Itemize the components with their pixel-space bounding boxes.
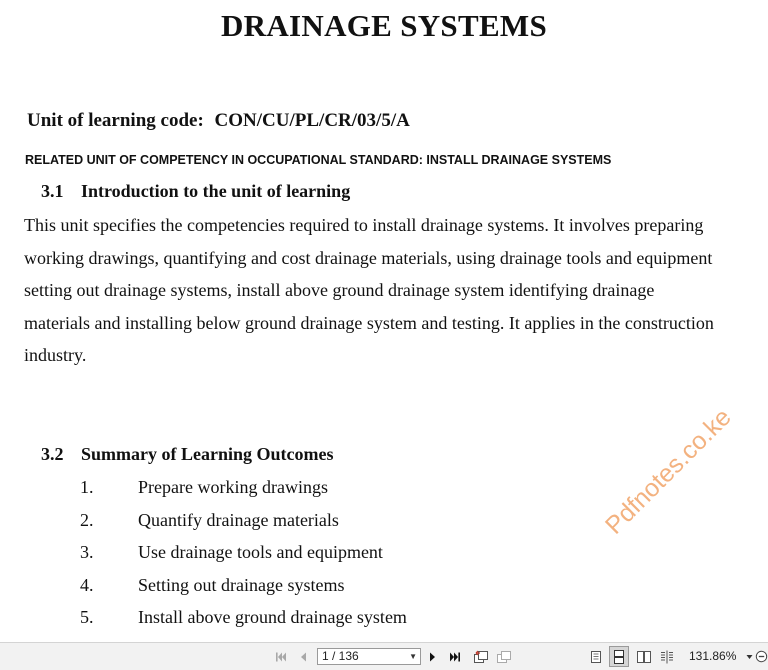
- watermark: Pdfnotes.co.ke: [600, 403, 737, 540]
- next-view-icon[interactable]: [494, 643, 514, 670]
- facing-view-icon[interactable]: [634, 643, 654, 670]
- section-title: Summary of Learning Outcomes: [81, 444, 334, 464]
- page-number-select[interactable]: [317, 648, 421, 665]
- previous-view-icon[interactable]: [471, 643, 491, 670]
- list-item-text: Prepare working drawings: [138, 477, 328, 497]
- list-item-text: Use drainage tools and equipment: [138, 542, 383, 562]
- first-page-icon[interactable]: [272, 643, 290, 670]
- zoom-level: 131.86%: [689, 649, 737, 663]
- page-indicator: 1 / 136: [322, 649, 359, 663]
- paragraph-line: setting out drainage systems, install above ground drainage system identifying drainage: [24, 280, 655, 300]
- section-number: 3.1: [41, 181, 64, 201]
- list-item-text: Setting out drainage systems: [138, 575, 345, 595]
- chevron-down-icon: ▼: [409, 652, 417, 661]
- paragraph-line: working drawings, quantifying and cost drainage materials, using drainage tools and equipment: [24, 247, 713, 268]
- section-number: 3.2: [41, 444, 64, 464]
- paragraph-line: materials and installing below ground drainage system and testing. It applies in the construction: [24, 312, 714, 333]
- section-outcomes-heading: [41, 444, 333, 465]
- paragraph-line: industry.: [24, 345, 87, 365]
- zoom-dropdown-icon[interactable]: [745, 643, 754, 670]
- section-intro-heading: [41, 181, 350, 202]
- single-page-view-icon[interactable]: [587, 643, 605, 670]
- related-unit-heading: RELATED UNIT OF COMPETENCY IN OCCUPATIONAL STANDARD: INSTALL DRAINAGE SYSTEMS: [25, 153, 612, 167]
- list-item-number: 2.: [80, 510, 94, 530]
- paragraph-line: This unit specifies the competencies required to install drainage systems. It involves preparing: [24, 215, 704, 235]
- pdf-toolbar: [0, 642, 768, 670]
- list-item-number: 1.: [80, 477, 94, 497]
- last-page-icon[interactable]: [446, 643, 464, 670]
- unit-code-line: [27, 110, 410, 132]
- list-item-text: Install above ground drainage system: [138, 607, 407, 627]
- list-item-number: 4.: [80, 575, 94, 595]
- section-title: Introduction to the unit of learning: [81, 181, 351, 201]
- list-item-number: 5.: [80, 607, 94, 627]
- zoom-out-icon[interactable]: [754, 643, 768, 670]
- unit-code-value: CON/CU/PL/CR/03/5/A: [214, 110, 410, 131]
- intro-paragraph: [24, 209, 764, 372]
- list-item-text: Quantify drainage materials: [138, 510, 339, 530]
- continuous-view-icon[interactable]: [609, 646, 629, 667]
- document-title: DRAINAGE SYSTEMS: [220, 8, 548, 43]
- previous-page-icon[interactable]: [295, 643, 311, 670]
- list-item-number: 3.: [80, 542, 94, 562]
- next-page-icon[interactable]: [425, 643, 441, 670]
- continuous-facing-view-icon[interactable]: [657, 643, 677, 670]
- unit-code-label: Unit of learning code:: [27, 110, 204, 131]
